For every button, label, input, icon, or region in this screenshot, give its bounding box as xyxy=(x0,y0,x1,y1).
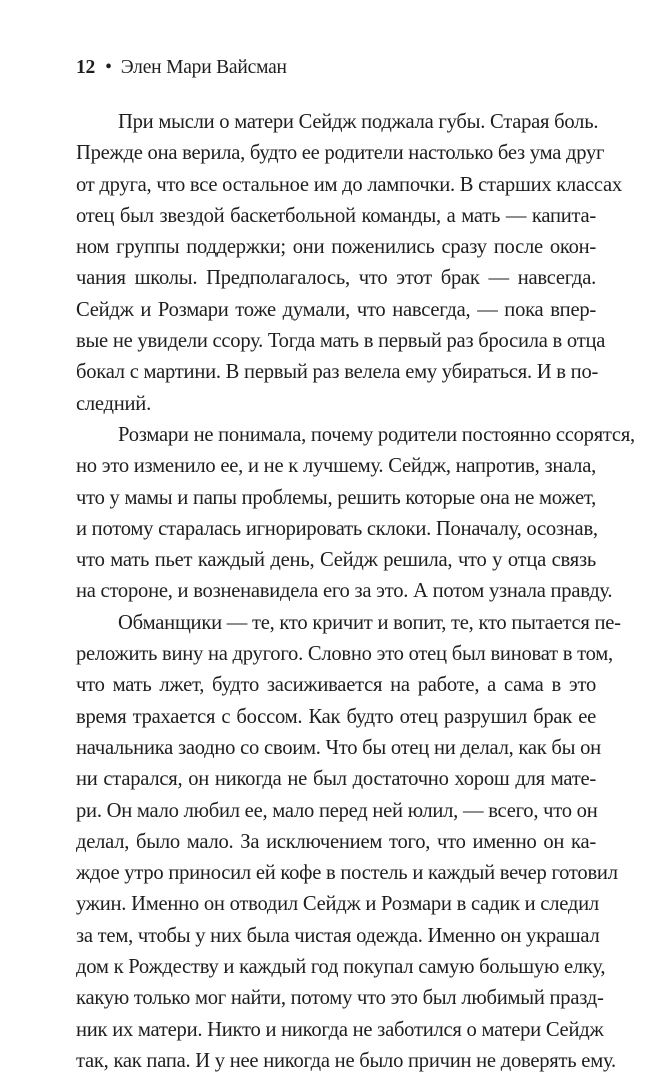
text-line: отец был звездой баскетбольной команды, а мать — капита- xyxy=(76,204,596,227)
text-line: за тем, чтобы у них была чистая одежда. Именно он украшал xyxy=(76,924,600,947)
text-line: вые не увидели ссору. Тогда мать в первый раз бросила в отца xyxy=(76,330,606,353)
text-line: начальника заодно со своим. Что бы отец ни делал, как бы он xyxy=(76,736,601,759)
text-line: какую только мог найти, потому что это был любимый празд- xyxy=(76,987,604,1010)
author-name: Элен Мари Вайсман xyxy=(120,57,287,78)
text-line: ник их матери. Никто и никогда не заботился о матери Сейдж xyxy=(76,1018,604,1041)
running-head xyxy=(76,56,287,80)
text-line: и потому старалась игнорировать склоки. Поначалу, осознав, xyxy=(76,517,598,540)
body-text xyxy=(76,107,635,1077)
text-line: ном группы поддержки; они поженились сразу после окон- xyxy=(76,236,596,259)
text-line: делал, было мало. За исключением того, что именно он ка- xyxy=(76,830,596,853)
text-line: Сейдж и Розмари тоже думали, что навсегда, — пока впер- xyxy=(76,298,596,321)
text-line: на стороне, и возненавидела его за это. А потом узнала правду. xyxy=(76,580,613,603)
text-line: чания школы. Предполагалось, что этот брак — навсегда. xyxy=(76,267,596,290)
paragraph-1 xyxy=(76,107,622,420)
text-line: от друга, что все остальное им до лампочки. В старших классах xyxy=(76,173,622,196)
text-line: реложить вину на другого. Словно это отец был виноват в том, xyxy=(76,643,613,666)
paragraph-3 xyxy=(76,608,621,1077)
separator-bullet: • xyxy=(105,57,112,78)
text-line: что мать лжет, будто засиживается на работе, а сама в это xyxy=(76,674,596,697)
text-line: что мать пьет каждый день, Сейдж решила, что у отца связь xyxy=(76,549,596,572)
paragraph-2 xyxy=(76,420,635,608)
text-line: ри. Он мало любил ее, мало перед ней юлил, — всего, что он xyxy=(76,799,598,822)
text-line: бокал с мартини. В первый раз велела ему убираться. И в по- xyxy=(76,361,599,384)
text-line: следний. xyxy=(76,392,151,415)
page-number: 12 xyxy=(76,57,96,78)
text-line: Розмари не понимала, почему родители постоянно ссорятся, xyxy=(118,423,635,446)
text-line: ждое утро приносил ей кофе в постель и каждый вечер готовил xyxy=(76,862,618,885)
text-line: но это изменило ее, и не к лучшему. Сейдж, напротив, знала, xyxy=(76,455,596,478)
text-line: Обманщики — те, кто кричит и вопит, те, кто пытается пе- xyxy=(118,611,621,634)
text-line: так, как папа. И у нее никогда не было причин не доверять ему. xyxy=(76,1049,616,1072)
text-line: ужин. Именно он отводил Сейдж и Розмари в садик и следил xyxy=(76,893,599,916)
text-line: При мысли о матери Сейдж поджала губы. Старая боль. xyxy=(118,111,599,133)
text-line: дом к Рождеству и каждый год покупал самую большую елку, xyxy=(76,956,606,979)
text-line: время трахается с боссом. Как будто отец разрушил брак ее xyxy=(76,705,596,728)
text-line: ни старался, он никогда не был достаточно хорош для мате- xyxy=(76,768,596,791)
text-line: что у мамы и папы проблемы, решить которые она не может, xyxy=(76,486,596,509)
text-line: Прежде она верила, будто ее родители настолько без ума друг xyxy=(76,142,605,165)
